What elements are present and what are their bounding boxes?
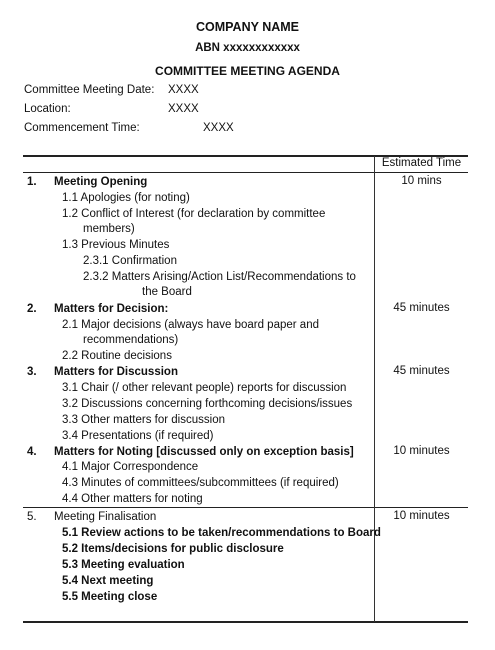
section-number: 1. — [27, 176, 37, 188]
section-title: Meeting Opening — [54, 176, 148, 188]
agenda-item: 5.5 Meeting close — [62, 591, 158, 603]
section-number: 2. — [27, 303, 37, 315]
agenda-item: 1.1 Apologies (for noting) — [62, 192, 190, 204]
agenda-subitem: 2.3.2 Matters Arising/Action List/Recommendations to — [83, 271, 356, 283]
agenda-item-continued: members) — [83, 223, 135, 235]
section-time: 45 minutes — [393, 365, 450, 377]
location-label: Location: — [24, 103, 71, 115]
section-number: 5. — [27, 511, 37, 523]
agenda-subitem: 2.3.1 Confirmation — [83, 255, 177, 267]
agenda-item: 3.2 Discussions concerning forthcoming decisions/issues — [62, 398, 353, 410]
section-time: 10 minutes — [393, 510, 450, 522]
section-title: Matters for Discussion — [54, 366, 178, 378]
agenda-item: 3.4 Presentations (if required) — [62, 430, 214, 442]
table-header-rule — [23, 172, 468, 173]
agenda-item: 1.3 Previous Minutes — [62, 239, 170, 251]
table-bottom-rule — [23, 621, 468, 623]
section-title: Meeting Finalisation — [54, 511, 157, 523]
section-time: 45 minutes — [393, 302, 450, 314]
agenda-item: 5.3 Meeting evaluation — [62, 559, 185, 571]
agenda-item: 4.3 Minutes of committees/subcommittees (if required) — [62, 477, 339, 489]
commencement-time-label: Commencement Time: — [24, 122, 140, 134]
section-number: 4. — [27, 446, 37, 458]
agenda-item: 4.1 Major Correspondence — [62, 461, 199, 473]
agenda-item: 5.4 Next meeting — [62, 575, 154, 587]
commencement-time-value: XXXX — [203, 122, 234, 134]
agenda-item: 2.2 Routine decisions — [62, 350, 172, 362]
abn: ABN xxxxxxxxxxxx — [195, 42, 300, 54]
section-time: 10 mins — [401, 175, 442, 187]
meeting-date-label: Committee Meeting Date: — [24, 84, 155, 96]
agenda-item: 2.1 Major decisions (always have board paper and — [62, 319, 319, 331]
agenda-item: 4.4 Other matters for noting — [62, 493, 203, 505]
agenda-item: 5.1 Review actions to be taken/recommendations to Board — [62, 527, 381, 539]
agenda-item: 3.1 Chair (/ other relevant people) reports for discussion — [62, 382, 347, 394]
estimated-time-header: Estimated Time — [381, 157, 462, 169]
agenda-item: 1.2 Conflict of Interest (for declaration by committee — [62, 208, 326, 220]
agenda-item: 3.3 Other matters for discussion — [62, 414, 225, 426]
agenda-subitem-continued: the Board — [142, 286, 192, 298]
agenda-item-continued: recommendations) — [83, 334, 179, 346]
location-value: XXXX — [168, 103, 199, 115]
meeting-date-value: XXXX — [168, 84, 199, 96]
section-title: Matters for Decision: — [54, 303, 169, 315]
section-title: Matters for Noting [discussed only on exception basis] — [54, 446, 354, 458]
agenda-title: COMMITTEE MEETING AGENDA — [155, 64, 340, 78]
section-time: 10 minutes — [393, 445, 450, 457]
agenda-item: 5.2 Items/decisions for public disclosure — [62, 543, 284, 555]
time-column-divider — [374, 156, 375, 622]
section-number: 3. — [27, 366, 37, 378]
company-name: COMPANY NAME — [195, 20, 299, 34]
section-4-5-divider — [23, 507, 468, 508]
